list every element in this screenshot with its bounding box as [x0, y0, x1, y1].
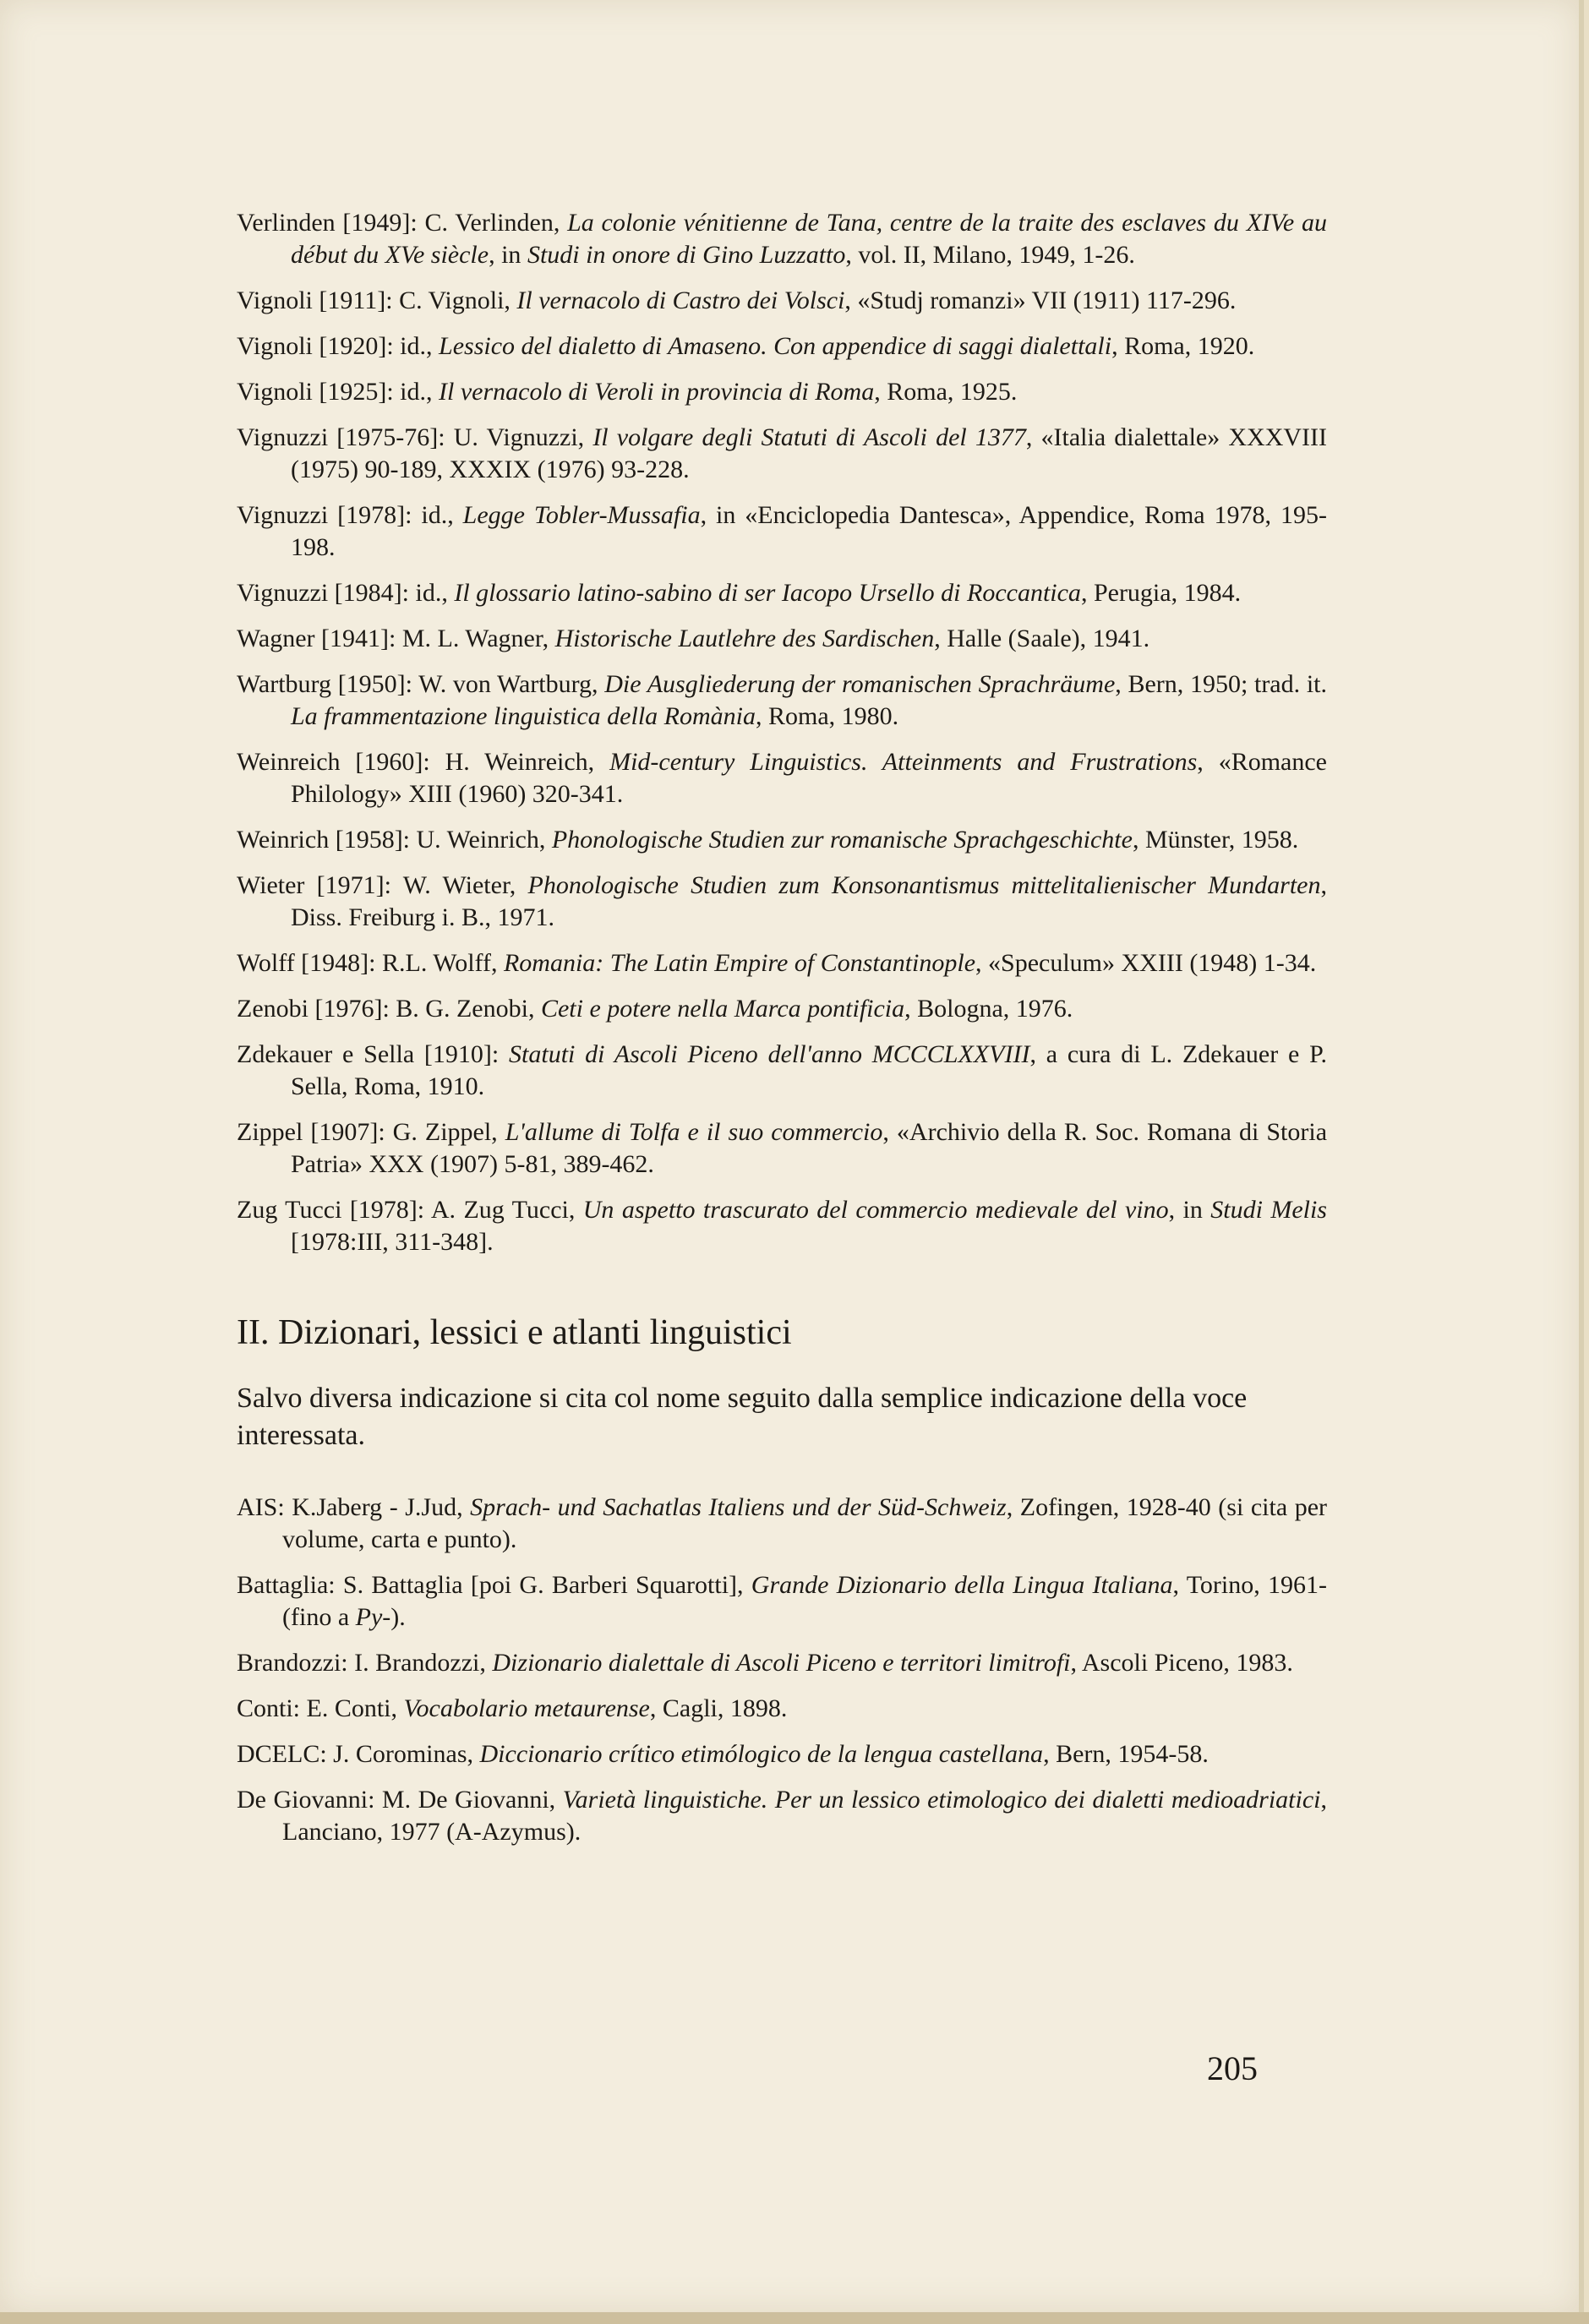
entry-title: La colonie vénitienne de Tana, centre de la traite des esclaves du XIVe au début du XVe siècle	[291, 209, 1327, 269]
dictionary-list	[237, 1492, 1327, 1848]
entry-key: Vignoli [1920]: id.,	[237, 332, 440, 360]
entry-rest: , «Italia dialettale» XXXVIII (1975) 90-189, XXXIX (1976) 93-228.	[291, 423, 1327, 483]
dictionary-entry	[237, 1492, 1327, 1556]
entry-title: Dizionario dialettale di Ascoli Piceno e territori limitrofi	[492, 1649, 1071, 1677]
entry-title2: Py-	[355, 1603, 391, 1631]
entry-rest: , Lanciano, 1977 (A-Azymus).	[282, 1786, 1327, 1846]
bibliography-entry	[237, 422, 1327, 486]
entry-rest: ).	[390, 1603, 406, 1631]
entry-rest: , «Archivio della R. Soc. Romana di Storia Patria» XXX (1907) 5-81, 389-462.	[291, 1118, 1328, 1178]
entry-title2: Studi in onore di Gino Luzzatto	[527, 241, 846, 269]
bibliography-entry	[237, 1116, 1327, 1181]
entry-title: Mid-century Linguistics. Atteinments and Frustrations	[609, 748, 1198, 776]
bibliography-entry	[237, 1039, 1327, 1103]
entry-title: Phonologische Studien zum Konsonantismus mittelitalienischer Mundarten	[527, 871, 1321, 899]
entry-title: Diccionario crítico etimólogico de la lengua castellana	[479, 1740, 1044, 1768]
entry-rest: , Münster, 1958.	[1132, 826, 1299, 854]
entry-key: Vignoli [1911]: C. Vignoli,	[237, 286, 517, 314]
entry-title: Legge Tobler-Mussafia	[462, 501, 701, 529]
entry-rest: , vol. II, Milano, 1949, 1-26.	[845, 241, 1135, 269]
entry-title: Phonologische Studien zur romanische Sprachgeschichte	[551, 826, 1133, 854]
entry-rest: , «Romance Philology» XIII (1960) 320-341.	[291, 748, 1327, 808]
entry-key: Vignuzzi [1984]: id.,	[237, 579, 455, 607]
dictionary-entry	[237, 1569, 1327, 1634]
entry-rest: , Roma, 1980.	[755, 702, 899, 730]
entry-key: Weinreich [1960]: H. Weinreich,	[237, 748, 610, 776]
entry-rest: , in «Enciclopedia Dantesca», Appendice, Roma 1978, 195-198.	[291, 501, 1327, 561]
entry-rest: , «Speculum» XXIII (1948) 1-34.	[975, 949, 1317, 977]
entry-title2: Studi Melis	[1210, 1196, 1327, 1224]
entry-key: Zug Tucci [1978]: A. Zug Tucci,	[237, 1196, 583, 1224]
entry-title: Sprach- und Sachatlas Italiens und der Süd-Schweiz	[470, 1493, 1007, 1521]
entry-key: Zenobi [1976]: B. G. Zenobi,	[237, 995, 541, 1023]
section-heading: II. Dizionari, lessici e atlanti linguistici	[237, 1313, 792, 1352]
entry-key: Zippel [1907]: G. Zippel,	[237, 1118, 505, 1146]
entry-title: Il vernacolo di Veroli in provincia di Roma	[439, 378, 875, 406]
entry-key: Wagner [1941]: M. L. Wagner,	[237, 625, 555, 652]
entry-mid: , Bern, 1950; trad. it.	[1115, 670, 1327, 698]
entry-rest: , Ascoli Piceno, 1983.	[1070, 1649, 1293, 1677]
entry-mid: , Torino, 1961- (fino a	[282, 1571, 1327, 1631]
entry-rest: , Zofingen, 1928-40 (si cita per volume, carta e punto).	[282, 1493, 1328, 1553]
entry-mid: , in	[1168, 1196, 1211, 1224]
bibliography-entry	[237, 623, 1327, 655]
bibliography-entry	[237, 330, 1327, 363]
entry-rest: [1978:III, 311-348].	[291, 1228, 494, 1256]
bibliography-entry	[237, 993, 1327, 1025]
entry-rest: , Bologna, 1976.	[904, 995, 1073, 1023]
bibliography-list	[237, 207, 1327, 1258]
entry-title: Grande Dizionario della Lingua Italiana	[751, 1571, 1173, 1599]
bibliography-entry	[237, 668, 1327, 733]
page-edge	[0, 2312, 1589, 2324]
entry-rest: , Halle (Saale), 1941.	[934, 625, 1150, 652]
dictionary-entry	[237, 1784, 1327, 1848]
entry-title: Historische Lautlehre des Sardischen	[554, 625, 935, 652]
entry-key: Vignoli [1925]: id.,	[237, 378, 440, 406]
entry-key: Weinrich [1958]: U. Weinrich,	[237, 826, 552, 854]
entry-title: Vocabolario metaurense	[403, 1694, 650, 1722]
entry-key: Vignuzzi [1975-76]: U. Vignuzzi,	[237, 423, 593, 451]
bibliography-entry	[237, 746, 1327, 810]
entry-key: Wieter [1971]: W. Wieter,	[237, 871, 528, 899]
entry-rest: , Perugia, 1984.	[1080, 579, 1242, 607]
bibliography-entry	[237, 947, 1327, 979]
entry-rest: , «Studj romanzi» VII (1911) 117-296.	[844, 286, 1237, 314]
entry-title: Il vernacolo di Castro dei Volsci	[516, 286, 845, 314]
entry-key: Verlinden [1949]: C. Verlinden,	[237, 209, 568, 237]
dictionary-entry	[237, 1738, 1327, 1770]
bibliography-entry	[237, 577, 1327, 609]
entry-title: Die Ausgliederung der romanischen Sprachräume	[604, 670, 1116, 698]
entry-rest: , a cura di L. Zdekauer e P. Sella, Roma, 1910.	[291, 1040, 1327, 1100]
page-number: 205	[1207, 2049, 1258, 2087]
entry-rest: , Bern, 1954-58.	[1043, 1740, 1209, 1768]
entry-title: Il glossario latino-sabino di ser Iacopo Ursello di Roccantica	[454, 579, 1081, 607]
entry-rest: , Cagli, 1898.	[649, 1694, 788, 1722]
entry-title: Statuti di Ascoli Piceno dell'anno MCCCLXXVIII	[509, 1040, 1030, 1068]
entry-title: L'allume di Tolfa e il suo commercio	[505, 1118, 883, 1146]
entry-key: AIS: K.Jaberg - J.Jud,	[237, 1493, 471, 1521]
text-block	[237, 207, 1327, 1862]
entry-key: De Giovanni: M. De Giovanni,	[237, 1786, 563, 1814]
bibliography-entry	[237, 285, 1327, 317]
entry-mid: , in	[489, 241, 527, 269]
entry-key: Vignuzzi [1978]: id.,	[237, 501, 463, 529]
entry-key: Wolff [1948]: R.L. Wolff,	[237, 949, 504, 977]
entry-title: Varietà linguistiche. Per un lessico etimologico dei dialetti medioadriatici	[562, 1786, 1321, 1814]
entry-key: Zdekauer e Sella [1910]:	[237, 1040, 510, 1068]
entry-title2: La frammentazione linguistica della Romània	[291, 702, 756, 730]
entry-title: Il volgare degli Statuti di Ascoli del 1377	[592, 423, 1026, 451]
entry-title: Un aspetto trascurato del commercio medievale del vino	[582, 1196, 1169, 1224]
entry-title: Ceti e potere nella Marca pontificia	[540, 995, 905, 1023]
entry-key: Wartburg [1950]: W. von Wartburg,	[237, 670, 605, 698]
entry-key: Brandozzi: I. Brandozzi,	[237, 1649, 493, 1677]
entry-rest: , Roma, 1925.	[874, 378, 1018, 406]
entry-key: DCELC: J. Corominas,	[237, 1740, 480, 1768]
bibliography-entry	[237, 376, 1327, 408]
entry-rest: , Roma, 1920.	[1111, 332, 1255, 360]
dictionary-entry	[237, 1693, 1327, 1725]
entry-title: Lessico del dialetto di Amaseno. Con appendice di saggi dialettali	[439, 332, 1112, 360]
bibliography-entry	[237, 1194, 1327, 1258]
entry-key: Conti: E. Conti,	[237, 1694, 404, 1722]
bibliography-entry	[237, 499, 1327, 564]
dictionary-entry	[237, 1647, 1327, 1679]
entry-rest: , Diss. Freiburg i. B., 1971.	[291, 871, 1327, 931]
entry-key: Battaglia: S. Battaglia [poi G. Barberi Squarotti],	[237, 1571, 751, 1599]
bibliography-entry	[237, 207, 1327, 271]
section-intro: Salvo diversa indicazione si cita col nome seguito dalla semplice indicazione della voce interessata.	[237, 1383, 1248, 1451]
entry-title: Romania: The Latin Empire of Constantinople	[503, 949, 976, 977]
bibliography-entry	[237, 824, 1327, 856]
bibliography-entry	[237, 870, 1327, 934]
